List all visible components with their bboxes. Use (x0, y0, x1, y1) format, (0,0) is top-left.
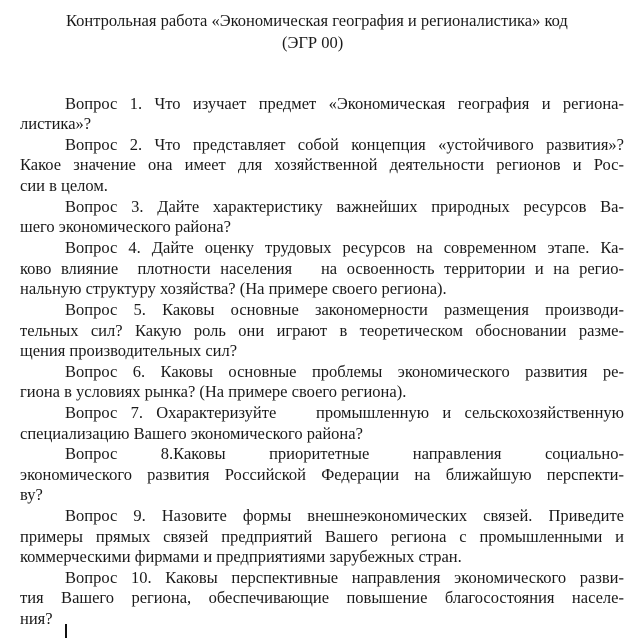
question-7-line-1: Вопрос 7. Охарактеризуйте промышленную и сельскохозяйственную (65, 403, 624, 422)
question-6-line-1: Вопрос 6. Каковы основные проблемы экономического развития ре- (65, 362, 624, 381)
question-1-line-2: листика»? (20, 114, 92, 133)
question-2-line-2: Какое значение она имеет для хозяйственной деятельности регионов и Рос- (20, 155, 624, 174)
question-2-line-1: Вопрос 2. Что представляет собой концепция «устойчивого развития»? (65, 135, 624, 154)
question-10-line-2: тия Вашего региона, обеспечивающие повышение благосостояния населе- (20, 588, 624, 607)
question-5-line-2: тельных сил? Какую роль они играют в теоретическом обосновании разме- (20, 321, 624, 340)
text-cursor (65, 624, 67, 638)
question-8-line-2: экономического развития Российской Федерации на ближайшую перспекти- (20, 465, 624, 484)
question-5-line-3: щения производительных сил? (20, 341, 238, 360)
question-9-line-1: Вопрос 9. Назовите формы внешнеэкономических связей. Приведите (65, 506, 624, 525)
question-8-line-1: Вопрос 8.Каковы приоритетные направления социально- (65, 444, 624, 463)
question-10-line-1: Вопрос 10. Каковы перспективные направления экономического разви- (65, 568, 624, 587)
question-2-line-3: сии в целом. (20, 176, 108, 195)
document-title-line-2: (ЭГР 00) (282, 33, 344, 52)
question-6-line-2: гиона в условиях рынка? (На примере своего региона). (20, 382, 407, 401)
document-title-line-1: Контрольная работа «Экономическая география и регионалистика» код (66, 11, 568, 30)
question-4-line-2: ково влияние плотности населения на освоенность территории и на регио- (20, 259, 624, 278)
question-1-line-1: Вопрос 1. Что изучает предмет «Экономическая география и регионa- (65, 94, 624, 113)
question-3-line-2: шего экономического района? (20, 217, 231, 236)
question-7-line-2: специализацию Вашего экономического района? (20, 424, 363, 443)
question-5-line-1: Вопрос 5. Каковы основные закономерности размещения производи- (65, 300, 624, 319)
question-3-line-1: Вопрос 3. Дайте характеристику важнейших природных ресурсов Ва- (65, 197, 624, 216)
question-9-line-2: примеры прямых связей предприятий Вашего региона с промышленными и (20, 527, 624, 546)
question-4-line-1: Вопрос 4. Дайте оценку трудовых ресурсов на современном этапе. Ка- (65, 238, 624, 257)
question-9-line-3: коммерческими фирмами и предприятиями зарубежных стран. (20, 547, 462, 566)
question-8-line-3: ву? (20, 485, 43, 504)
question-4-line-3: нальную структуру хозяйства? (На примере своего региона). (20, 279, 447, 298)
question-10-line-3: ния? (20, 609, 53, 628)
